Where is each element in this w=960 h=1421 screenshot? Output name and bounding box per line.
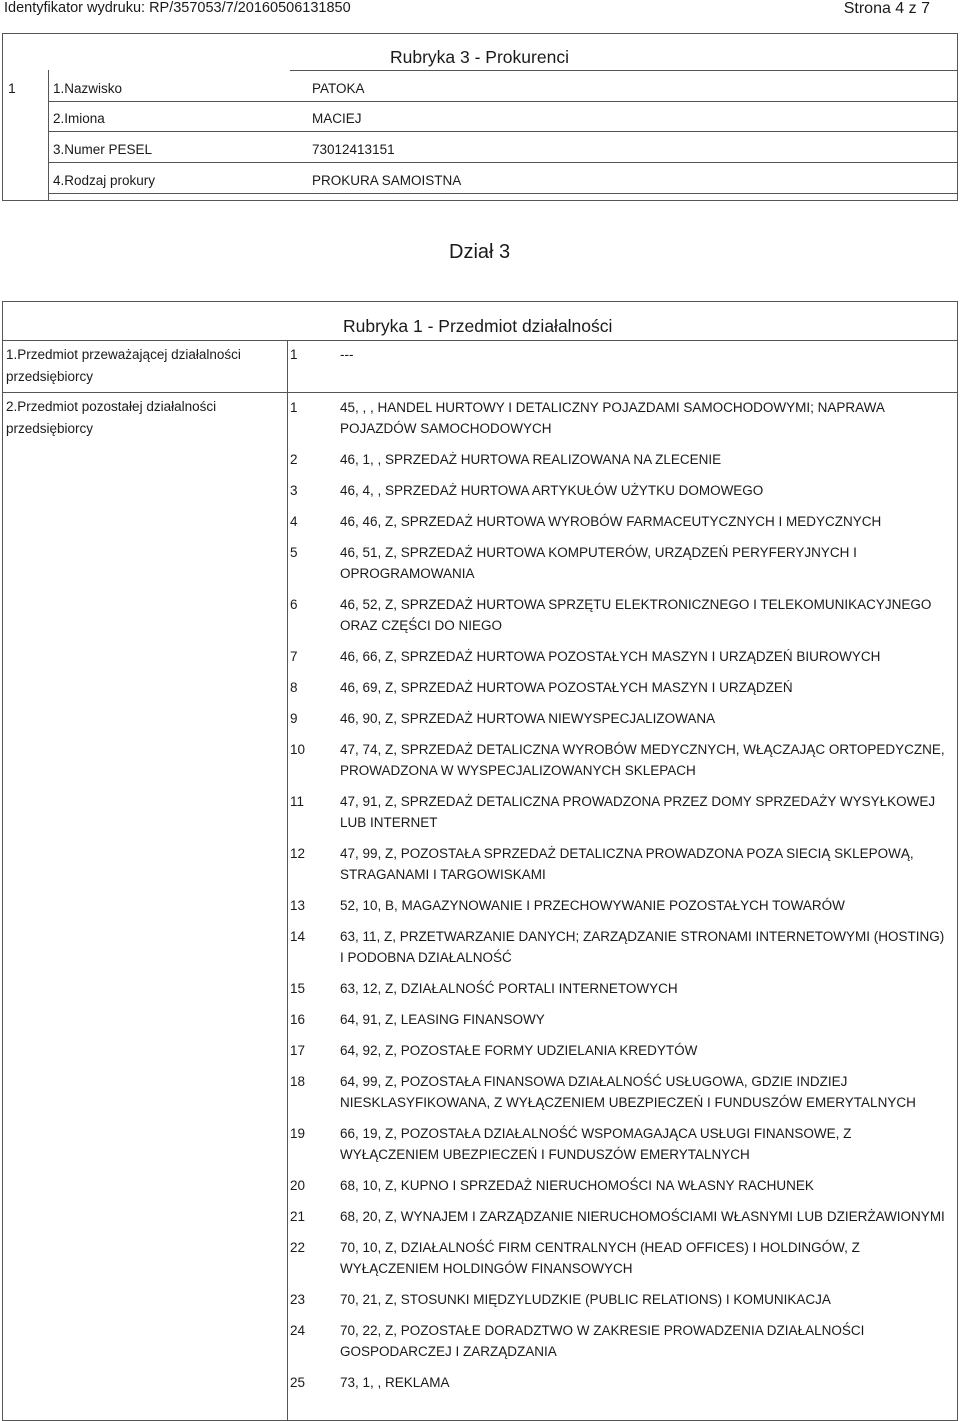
- list-item: [290, 677, 950, 698]
- list-item-number: 24: [290, 1323, 306, 1338]
- print-identifier: Identyfikator wydruku: RP/357053/7/20160506131850: [4, 0, 351, 16]
- list-item: [290, 397, 950, 439]
- list-item-number: 14: [290, 929, 306, 944]
- rubryka3-row-divider-4: [48, 193, 958, 194]
- list-item: [290, 926, 950, 968]
- main-activity-label-line1: 1.Przedmiot przeważającej działalności: [6, 347, 241, 362]
- list-item-text: 52, 10, B, MAGAZYNOWANIE I PRZECHOWYWANIE POZOSTAŁYCH TOWARÓW: [340, 898, 845, 913]
- field-value-imiona: MACIEJ: [312, 111, 362, 126]
- list-item-text: 70, 10, Z, DZIAŁALNOŚĆ FIRM CENTRALNYCH (HEAD OFFICES) I HOLDINGÓW, Z WYŁĄCZENIEM HOLDINGÓW FINANSOWYCH: [340, 1240, 860, 1276]
- activity-list: [290, 397, 950, 1403]
- rubryka3-row-divider-3: [48, 162, 958, 163]
- list-item: [290, 1289, 950, 1310]
- list-item: [290, 1009, 950, 1030]
- rubryka3-title: Rubryka 3 - Prokurenci: [390, 47, 569, 67]
- list-item-text: 46, 90, Z, SPRZEDAŻ HURTOWA NIEWYSPECJALIZOWANA: [340, 711, 716, 726]
- list-item-text: 63, 12, Z, DZIAŁALNOŚĆ PORTALI INTERNETOWYCH: [340, 981, 678, 996]
- list-item: [290, 1175, 950, 1196]
- list-item: [290, 594, 950, 636]
- list-item-text: 64, 92, Z, POZOSTAŁE FORMY UDZIELANIA KREDYTÓW: [340, 1043, 698, 1058]
- list-item-number: 12: [290, 846, 306, 861]
- other-activity-label-line1: 2.Przedmiot pozostałej działalności: [6, 399, 217, 414]
- list-item-text: 70, 21, Z, STOSUNKI MIĘDZYLUDZKIE (PUBLIC RELATIONS) I KOMUNIKACJA: [340, 1292, 831, 1307]
- list-item: [290, 480, 950, 501]
- list-item: [290, 511, 950, 532]
- field-value-nazwisko: PATOKA: [312, 81, 365, 96]
- rubryka3-title-divider: [290, 70, 958, 71]
- list-item-number: 1: [290, 400, 298, 415]
- list-item-number: 18: [290, 1074, 306, 1089]
- list-item-text: 46, 46, Z, SPRZEDAŻ HURTOWA WYROBÓW FARMACEUTYCZNYCH I MEDYCZNYCH: [340, 514, 882, 529]
- main-activity-label-line2: przedsiębiorcy: [6, 369, 94, 384]
- list-item-number: 21: [290, 1209, 306, 1224]
- list-item: [290, 1040, 950, 1061]
- field-label-nazwisko: 1.Nazwisko: [53, 81, 123, 96]
- rubryka1-title-divider: [2, 340, 958, 341]
- list-item-text: 68, 10, Z, KUPNO I SPRZEDAŻ NIERUCHOMOŚCI NA WŁASNY RACHUNEK: [340, 1178, 814, 1193]
- list-item-text: 68, 20, Z, WYNAJEM I ZARZĄDZANIE NIERUCHOMOŚCIAMI WŁASNYMI LUB DZIERŻAWIONYMI: [340, 1209, 945, 1224]
- section-title-dzial: Dział 3: [449, 241, 511, 263]
- field-label-rodzaj-prokury: 4.Rodzaj prokury: [53, 173, 156, 188]
- list-item: [290, 1237, 950, 1279]
- list-item-number: 10: [290, 742, 306, 757]
- main-activity-num: 1: [290, 347, 298, 362]
- list-item-text: 46, 66, Z, SPRZEDAŻ HURTOWA POZOSTAŁYCH MASZYN I URZĄDZEŃ BIUROWYCH: [340, 649, 881, 664]
- list-item-number: 15: [290, 981, 306, 996]
- field-value-rodzaj-prokury: PROKURA SAMOISTNA: [312, 173, 462, 188]
- list-item-number: 9: [290, 711, 298, 726]
- list-item-text: 46, 51, Z, SPRZEDAŻ HURTOWA KOMPUTERÓW, URZĄDZEŃ PERYFERYJNYCH I OPROGRAMOWANIA: [340, 545, 857, 581]
- rubryka1-col-divider: [287, 340, 288, 1420]
- rubryka3-row-divider-1: [48, 101, 958, 102]
- list-item-text: 63, 11, Z, PRZETWARZANIE DANYCH; ZARZĄDZANIE STRONAMI INTERNETOWYMI (HOSTING) I PODOBNA DZIAŁALNOŚĆ: [340, 929, 945, 965]
- list-item-text: 64, 99, Z, POZOSTAŁA FINANSOWA DZIAŁALNOŚĆ USŁUGOWA, GDZIE INDZIEJ NIESKLASYFIKOWANA, Z WYŁĄCZENIEM UBEZPIECZEŃ I FUNDUSZÓW EMERYTALNYCH: [340, 1074, 916, 1110]
- list-item: [290, 1206, 950, 1227]
- list-item-text: 73, 1, , REKLAMA: [340, 1375, 450, 1390]
- field-value-pesel: 73012413151: [312, 142, 395, 157]
- list-item-text: 47, 99, Z, POZOSTAŁA SPRZEDAŻ DETALICZNA PROWADZONA POZA SIECIĄ SKLEPOWĄ, STRAGANAMI I TARGOWISKAMI: [340, 846, 914, 882]
- list-item: [290, 843, 950, 885]
- list-item-number: 8: [290, 680, 298, 695]
- list-item: [290, 739, 950, 781]
- list-item-number: 22: [290, 1240, 306, 1255]
- other-activity-label-line2: przedsiębiorcy: [6, 421, 94, 436]
- list-item-text: 46, 52, Z, SPRZEDAŻ HURTOWA SPRZĘTU ELEKTRONICZNEGO I TELEKOMUNIKACYJNEGO ORAZ CZĘŚCI DO NIEGO: [340, 597, 932, 633]
- list-item: [290, 1123, 950, 1165]
- list-item-text: 46, 1, , SPRZEDAŻ HURTOWA REALIZOWANA NA ZLECENIE: [340, 452, 722, 467]
- list-item-text: 47, 91, Z, SPRZEDAŻ DETALICZNA PROWADZONA PRZEZ DOMY SPRZEDAŻY WYSYŁKOWEJ LUB INTERNET: [340, 794, 936, 830]
- list-item-number: 11: [290, 794, 305, 809]
- list-item-number: 20: [290, 1178, 306, 1193]
- list-item-number: 2: [290, 452, 298, 467]
- list-item: [290, 1071, 950, 1113]
- list-item: [290, 791, 950, 833]
- rubryka3-index: 1: [8, 80, 16, 96]
- list-item-number: 6: [290, 597, 298, 612]
- page-number: Strona 4 z 7: [843, 0, 930, 17]
- list-item: [290, 978, 950, 999]
- list-item-number: 13: [290, 898, 306, 913]
- list-item: [290, 895, 950, 916]
- list-item-number: 16: [290, 1012, 306, 1027]
- list-item: [290, 1372, 950, 1393]
- rubryka1-title: Rubryka 1 - Przedmiot działalności: [343, 316, 613, 336]
- list-item-text: 46, 4, , SPRZEDAŻ HURTOWA ARTYKUŁÓW UŻYTKU DOMOWEGO: [340, 483, 764, 498]
- list-item: [290, 1320, 950, 1362]
- list-item: [290, 449, 950, 470]
- list-item-text: 70, 22, Z, POZOSTAŁE DORADZTWO W ZAKRESIE PROWADZENIA DZIAŁALNOŚCI GOSPODARCZEJ I ZARZĄDZANIA: [340, 1323, 865, 1359]
- field-label-imiona: 2.Imiona: [53, 111, 105, 126]
- list-item-number: 4: [290, 514, 298, 529]
- list-item-number: 5: [290, 545, 298, 560]
- list-item-text: 47, 74, Z, SPRZEDAŻ DETALICZNA WYROBÓW MEDYCZNYCH, WŁĄCZAJĄC ORTOPEDYCZNE, PROWADZONA W WYSPECJALIZOWANYCH SKLEPACH: [340, 742, 945, 778]
- list-item: [290, 646, 950, 667]
- list-item-number: 25: [290, 1375, 306, 1390]
- field-label-pesel: 3.Numer PESEL: [53, 142, 153, 157]
- list-item: [290, 708, 950, 729]
- list-item-text: 66, 19, Z, POZOSTAŁA DZIAŁALNOŚĆ WSPOMAGAJĄCA USŁUGI FINANSOWE, Z WYŁĄCZENIEM UBEZPIECZEŃ I FUNDUSZÓW EMERYTALNYCH: [340, 1126, 852, 1162]
- list-item-number: 3: [290, 483, 298, 498]
- list-item-text: 45, , , HANDEL HURTOWY I DETALICZNY POJAZDAMI SAMOCHODOWYMI; NAPRAWA POJAZDÓW SAMOCHODOWYCH: [340, 400, 885, 436]
- list-item-text: 46, 69, Z, SPRZEDAŻ HURTOWA POZOSTAŁYCH MASZYN I URZĄDZEŃ: [340, 680, 793, 695]
- list-item: [290, 542, 950, 584]
- list-item-number: 7: [290, 649, 298, 664]
- list-item-number: 23: [290, 1292, 306, 1307]
- main-activity-value: ---: [340, 347, 354, 362]
- list-item-text: 64, 91, Z, LEASING FINANSOWY: [340, 1012, 545, 1027]
- list-item-number: 19: [290, 1126, 306, 1141]
- rubryka3-row-divider-2: [48, 131, 958, 132]
- rubryka3-col-divider-1: [48, 70, 49, 201]
- list-item-number: 17: [290, 1043, 306, 1058]
- rubryka1-row-divider: [2, 392, 958, 393]
